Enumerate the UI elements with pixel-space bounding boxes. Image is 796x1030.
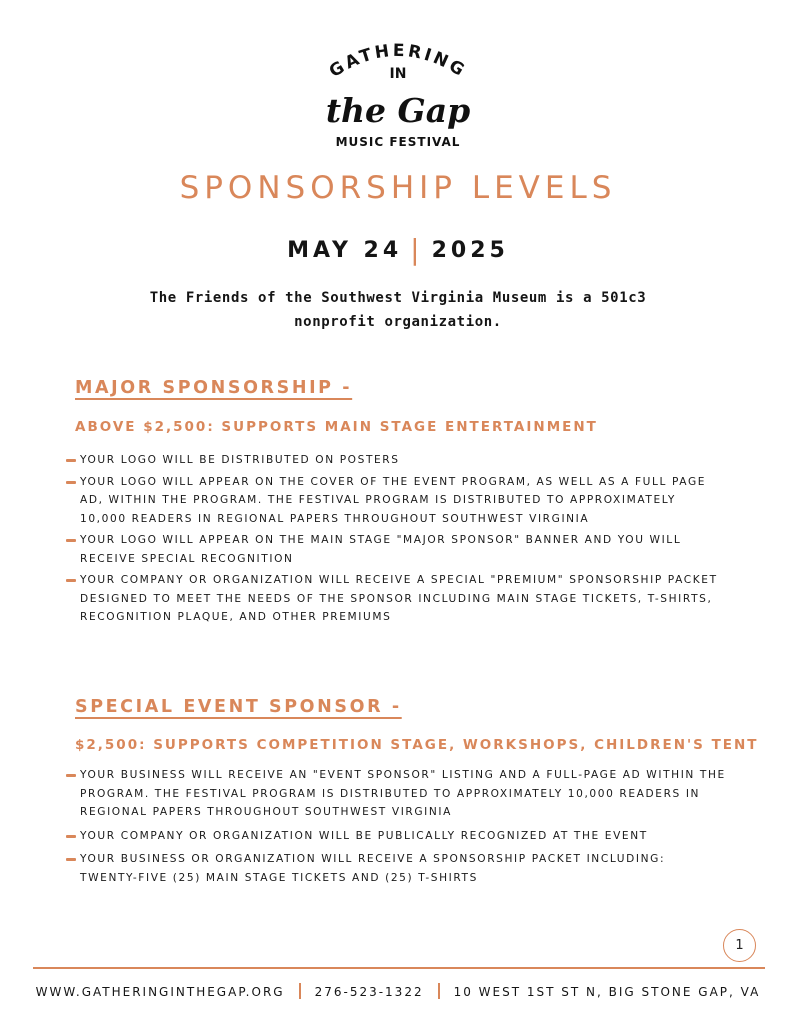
- list-item: YOUR LOGO WILL APPEAR ON THE MAIN STAGE "MAJOR SPONSOR" BANNER AND YOU WILL RECEIVE SPECIAL RECOGNITION: [66, 531, 726, 568]
- logo-music-festival: MUSIC FESTIVAL: [335, 135, 461, 149]
- list-item: YOUR LOGO WILL APPEAR ON THE COVER OF THE EVENT PROGRAM, AS WELL AS A FULL PAGE AD, WITHIN THE PROGRAM. THE FESTIVAL PROGRAM IS DISTRIBUTED TO APPROXIMATELY 10,000 READERS IN REGIONAL PAPERS THROUGHOUT SOUTHWEST VIRGINIA: [66, 473, 726, 529]
- list-item: YOUR COMPANY OR ORGANIZATION WILL BE PUBLICALLY RECOGNIZED AT THE EVENT: [66, 827, 726, 846]
- intro-text: The Friends of the Southwest Virginia Museum is a 501c3 nonprofit organization.: [149, 290, 647, 330]
- dash-bullet-icon: [66, 835, 76, 838]
- date-separator: |: [410, 233, 424, 266]
- major-sponsorship-subheading: ABOVE $2,500: SUPPORTS MAIN STAGE ENTERTAINMENT: [75, 419, 598, 435]
- dash-bullet-icon: [66, 774, 76, 777]
- event-date: [0, 231, 796, 264]
- list-item: YOUR BUSINESS WILL RECEIVE AN "EVENT SPONSOR" LISTING AND A FULL-PAGE AD WITHIN THE PROGRAM. THE FESTIVAL PROGRAM IS DISTRIBUTED TO APPROXIMATELY 10,000 READERS IN REGIONAL PAPERS THROUGHOUT SOUTHWEST VIRGINIA: [66, 766, 726, 822]
- festival-logo: [0, 30, 796, 155]
- dash-bullet-icon: [66, 459, 76, 462]
- special-event-benefits: [66, 766, 726, 887]
- page-title: SPONSORSHIP LEVELS: [179, 170, 617, 206]
- dash-bullet-icon: [66, 481, 76, 484]
- major-sponsorship-benefits: [66, 451, 726, 627]
- footer: [0, 983, 796, 999]
- page-number: 1: [723, 929, 756, 962]
- dash-bullet-icon: [66, 539, 76, 542]
- logo-gathering: GATHERING: [325, 40, 471, 82]
- major-sponsorship-heading: MAJOR SPONSORSHIP -: [75, 378, 353, 398]
- dash-bullet-icon: [66, 858, 76, 861]
- footer-website[interactable]: WWW.GATHERINGINTHEGAP.ORG: [35, 985, 285, 999]
- special-event-heading: SPECIAL EVENT SPONSOR -: [75, 697, 402, 717]
- dash-bullet-icon: [66, 579, 76, 582]
- logo-in: IN: [389, 66, 407, 82]
- logo-the-gap: the Gap: [325, 91, 471, 130]
- footer-divider: [33, 967, 765, 969]
- list-item: YOUR LOGO WILL BE DISTRIBUTED ON POSTERS: [66, 451, 726, 470]
- footer-separator: [299, 983, 301, 999]
- footer-separator: [438, 983, 440, 999]
- date-year: 2025: [431, 238, 509, 263]
- special-event-subheading: $2,500: SUPPORTS COMPETITION STAGE, WORKSHOPS, CHILDREN'S TENT: [75, 737, 759, 753]
- footer-phone[interactable]: 276-523-1322: [314, 985, 424, 999]
- footer-address: 10 WEST 1ST ST N, BIG STONE GAP, VA: [453, 985, 761, 999]
- date-day: MAY 24: [287, 238, 403, 263]
- list-item: YOUR BUSINESS OR ORGANIZATION WILL RECEIVE A SPONSORSHIP PACKET INCLUDING: TWENTY-FIVE (25) MAIN STAGE TICKETS AND (25) T-SHIRTS: [66, 850, 726, 887]
- list-item: YOUR COMPANY OR ORGANIZATION WILL RECEIVE A SPECIAL "PREMIUM" SPONSORSHIP PACKET DESIGNED TO MEET THE NEEDS OF THE SPONSOR INCLUDING MAIN STAGE TICKETS, T-SHIRTS, RECOGNITION PLAQUE, AND OTHER PREMIUMS: [66, 571, 726, 627]
